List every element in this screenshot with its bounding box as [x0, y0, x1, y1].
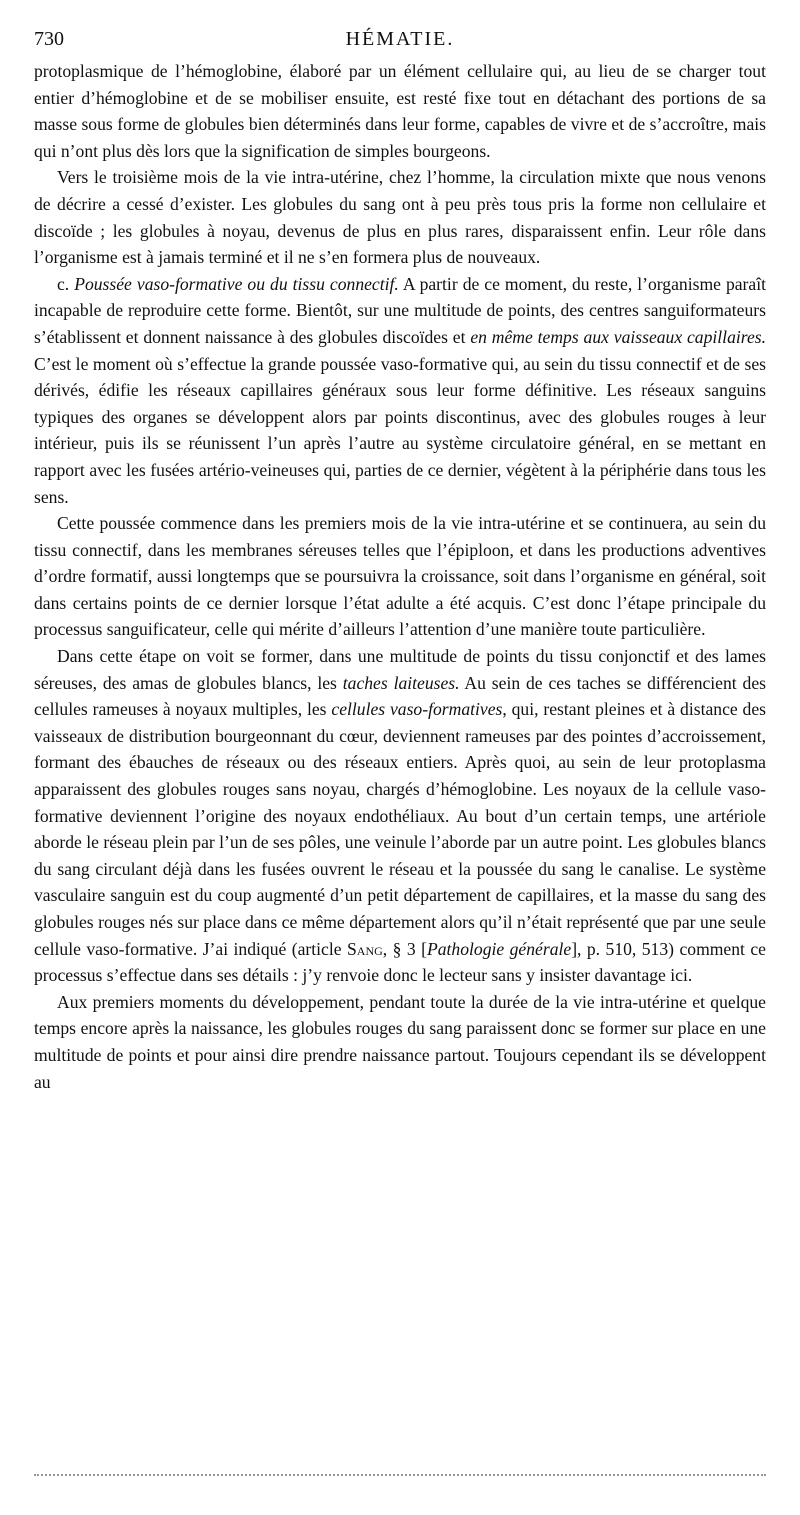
running-title: HÉMATIE.	[345, 28, 455, 50]
reference-pathologie-generale: Pathologie générale	[426, 938, 572, 959]
paragraph-3-text-a: c.	[57, 273, 75, 294]
paragraph-5	[34, 643, 766, 989]
paragraph-4: Cette poussée commence dans les premiers mois de la vie intra-utérine et se continuera, au sein du tissu connectif, dans les membranes séreuses telles que l’épiploon, et dans les productions adventives d’ordre formatif, aussi longtemps que se poursuivra la croissance, soit dans l’organisme en général, soit dans certains points de ce dernier lorsque l’état adulte a été acquis. C’est donc l’étape principale du processus sanguificateur, celle qui mérite d’ailleurs l’attention d’une manière toute particulière.	[34, 513, 766, 640]
paragraph-5-text-i: ], p. 510, 513) comment ce processus s’effectue dans ses détails : j’y renvoie donc le lecteur sans y insister davantage ici.	[34, 938, 766, 986]
section-heading-poussee: Poussée vaso-formative ou du tissu connectif.	[74, 273, 399, 294]
running-head	[34, 28, 766, 58]
paragraph-5-text-a: Dans cette étape on voit se former, dans une multitude de points du tissu conjonctif et des lames séreuses, des amas de globules blancs, les	[34, 646, 766, 693]
body-text	[34, 58, 766, 1095]
paragraph-2: Vers le troisième mois de la vie intra-utérine, chez l’homme, la circulation mixte que nous venons de décrire a cessé d’exister. Les globules du sang ont à peu près tous pris la forme non cellulaire et discoïde ; les globules à noyau, devenus de plus en plus rares, disparaissent enfin. Leur rôle dans l’organisme est à jamais terminé et il ne s’en formera plus de nouveaux.	[34, 167, 766, 268]
term-cellules-vaso-formatives: cellules vaso-formatives	[331, 699, 503, 720]
article-reference-sang: Sang	[347, 938, 383, 959]
footer-rule	[34, 1474, 766, 1476]
paragraph-3-text-c: A partir de ce moment, du reste, l’organisme paraît incapable de reproduire cette forme. Bientôt, sur une multitude de points, des centres sanguiformateurs s’établissent et donnent naissance à des globules discoïdes et	[34, 273, 767, 347]
paragraph-5-text-e: , qui, restant pleines et à distance des vaisseaux de distribution bourgeonnant du cœur, deviennent rameuses par des pointes d’accroissement, formant des ébauches de réseaux ou des réseaux entiers. Après quoi, au sein de leur protoplasma apparaissent des globules rouges sans noyau, chargés d’hémoglobine. Les noyaux de la cellule vaso-formative deviennent l’origine des noyaux endothéliaux. Au bout d’un certain temps, une artériole aborde le réseau plein par l’un de ses pôles, une veinule l’aborde par un autre point. Les globules blancs du sang circulant déjà dans les fusées ouvrent le réseau et la poussée du sang le canalise. Le système vasculaire sanguin est du coup augmenté d’un petit département de capillaires, et la masse du sang des globules rouges nés sur place dans ce même département alors qu’il n’était représenté que par une seule cellule vaso-formative. J’ai indiqué (article	[34, 699, 766, 959]
paragraph-6: Aux premiers moments du développement, pendant toute la durée de la vie intra-utérine et quelque temps encore après la naissance, les globules rouges du sang paraissent donc se former sur place en une multitude de points et pour ainsi dire prendre naissance partout. Toujours cependant ils se développent au	[34, 991, 766, 1092]
paragraph-3-text-e: C’est le moment où s’effectue la grande poussée vaso-formative qui, au sein du tissu connectif et de ses dérivés, édifie les réseaux capillaires généraux sous leur forme définitive. Les réseaux sanguins typiques des organes se développent alors par points discontinus, avec des globules rouges à leur intérieur, puis ils se réunissent l’un après l’autre au système circulatoire général, en se mettant en rapport avec les fusées artério-veineuses qui, parties de ce dernier, végètent à la périphérie dans tous les sens.	[34, 353, 766, 507]
term-taches-laiteuses: taches laiteuses.	[342, 672, 460, 693]
paragraph-3	[34, 271, 766, 510]
paragraph-5-text-c: Au sein de ces taches se différencient des cellules rameuses à noyaux multiples, les	[34, 672, 766, 720]
book-page	[34, 28, 766, 1095]
paragraph-5-text-g: , § 3 [	[382, 938, 427, 959]
page-number: 730	[34, 28, 64, 50]
paragraph-1-continued: protoplasmique de l’hémoglobine, élaboré par un élément cellulaire qui, au lieu de se charger tout entier d’hémoglobine et de se mobiliser ensuite, est resté fixe tout en détachant des portions de sa masse sous forme de globules bien déterminés dans leur forme, capables de vivre et de s’accroître, mais qui n’ont plus dès lors que la signification de simples bourgeons.	[34, 61, 766, 161]
emphasis-vaisseaux: en même temps aux vaisseaux capillaires.	[470, 326, 767, 347]
